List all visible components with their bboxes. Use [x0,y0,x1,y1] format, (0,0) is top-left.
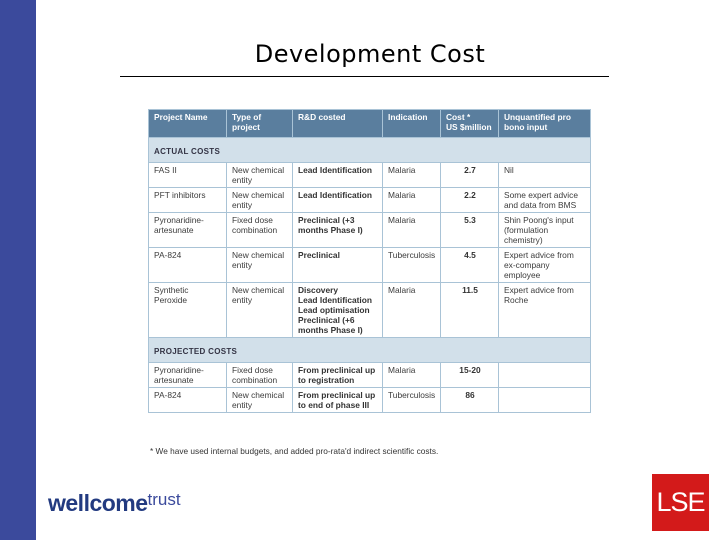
section-label: ACTUAL COSTS [149,138,591,163]
table-cell: New chemical entity [227,283,293,338]
table-cell: New chemical entity [227,188,293,213]
table-cell: 15-20 [441,363,499,388]
slide-title: Development Cost [254,40,486,68]
column-header: Cost * US $million [441,110,499,138]
table-cell: Fixed dose combination [227,213,293,248]
column-header: R&D costed [293,110,383,138]
table-cell: New chemical entity [227,248,293,283]
table-cell: Some expert advice and data from BMS [499,188,591,213]
table-footnote: * We have used internal budgets, and added pro-rata'd indirect scientific costs. [150,446,439,456]
table-cell [499,388,591,413]
column-header: Type of project [227,110,293,138]
wellcome-trust-logo [48,490,181,517]
table-cell: Lead Identification [293,163,383,188]
section-label: PROJECTED COSTS [149,338,591,363]
column-header: Indication [383,110,441,138]
table-row [149,213,591,248]
table-cell: Synthetic Peroxide [149,283,227,338]
table-cell: Lead Identification [293,188,383,213]
table-cell: Tuberculosis [383,248,441,283]
table-cell: Preclinical (+3 months Phase I) [293,213,383,248]
table-cell: Shin Poong's input (formulation chemistry) [499,213,591,248]
table-cell: New chemical entity [227,163,293,188]
trust-logo-text: trust [147,490,181,509]
table-cell: PA-824 [149,248,227,283]
table-row [149,388,591,413]
table-cell: Pyronaridine-artesunate [149,363,227,388]
column-header: Project Name [149,110,227,138]
table-row [149,163,591,188]
cost-table [148,109,591,413]
table-cell: Discovery Lead Identification Lead optimisation Preclinical (+6 months Phase I) [293,283,383,338]
table-header-row [149,110,591,138]
table-row [149,283,591,338]
table-cell: 4.5 [441,248,499,283]
table-cell: Expert advice from Roche [499,283,591,338]
table-cell: Tuberculosis [383,388,441,413]
table-cell: Nil [499,163,591,188]
table-row [149,188,591,213]
left-accent-bar [0,0,36,540]
table-cell: Malaria [383,283,441,338]
table-cell: Expert advice from ex-company employee [499,248,591,283]
table-cell [499,363,591,388]
table-cell: Preclinical [293,248,383,283]
table-cell: Pyronaridine-artesunate [149,213,227,248]
table-cell: Fixed dose combination [227,363,293,388]
table-cell: From preclinical up to end of phase III [293,388,383,413]
table-cell: Malaria [383,363,441,388]
table-cell: 86 [441,388,499,413]
table-cell: 11.5 [441,283,499,338]
table-row [149,363,591,388]
section-row [149,338,591,363]
section-row [149,138,591,163]
table-cell: Malaria [383,163,441,188]
column-header: Unquantified pro bono input [499,110,591,138]
table-cell: From preclinical up to registration [293,363,383,388]
table-row [149,248,591,283]
table-cell: PFT inhibitors [149,188,227,213]
table-cell: Malaria [383,188,441,213]
table-cell: FAS II [149,163,227,188]
table-cell: New chemical entity [227,388,293,413]
title-divider [120,76,609,77]
table-cell: 2.2 [441,188,499,213]
table-cell: PA-824 [149,388,227,413]
wellcome-logo-text: wellcome [48,490,148,516]
cost-table-container [148,109,590,413]
table-cell: Malaria [383,213,441,248]
lse-logo [652,474,709,531]
table-cell: 5.3 [441,213,499,248]
lse-logo-text: LSE [656,487,705,517]
table-cell: 2.7 [441,163,499,188]
table-body [149,138,591,413]
